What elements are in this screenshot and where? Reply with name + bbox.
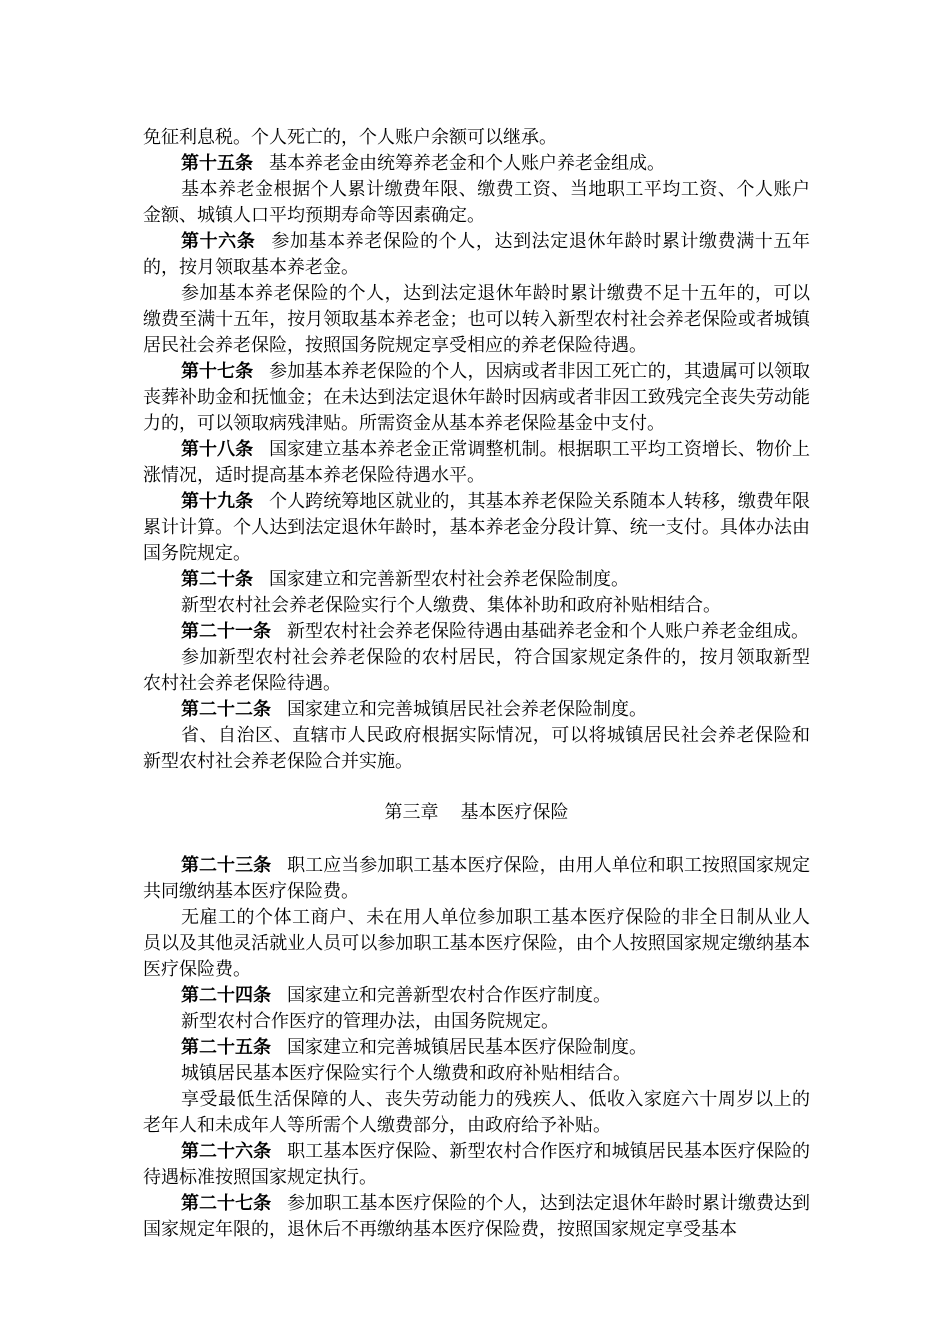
paragraph-text: 基本养老金根据个人累计缴费年限、缴费工资、当地职工平均工资、个人账户金额、城镇人口平均预期寿命等因素确定。 — [143, 179, 810, 226]
article-number: 第二十六条 — [181, 1141, 272, 1162]
article-paragraph — [143, 359, 810, 437]
article-number: 第二十一条 — [181, 621, 271, 642]
body-paragraph — [143, 281, 810, 359]
section-medical-articles — [143, 853, 810, 1243]
paragraph-text: 国家建立和完善城镇居民基本医疗保险制度。 — [287, 1037, 647, 1058]
paragraph-text: 基本养老金由统筹养老金和个人账户养老金组成。 — [269, 153, 665, 174]
article-number: 第十五条 — [181, 153, 253, 174]
paragraph-text: 参加新型农村社会养老保险的农村居民，符合国家规定条件的，按月领取新型农村社会养老保险待遇。 — [143, 647, 810, 694]
paragraph-text: 免征利息税。个人死亡的，个人账户余额可以继承。 — [143, 127, 557, 148]
paragraph-text: 国家建立基本养老金正常调整机制。根据职工平均工资增长、物价上涨情况，适时提高基本养老保险待遇水平。 — [143, 439, 811, 486]
paragraph-text: 参加基本养老保险的个人，达到法定退休年龄时累计缴费不足十五年的，可以缴费至满十五年，按月领取基本养老金；也可以转入新型农村社会养老保险或者城镇居民社会养老保险，按照国务院规定享受相应的养老保险待遇。 — [143, 283, 810, 356]
paragraph-text: 职工基本医疗保险、新型农村合作医疗和城镇居民基本医疗保险的待遇标准按照国家规定执行。 — [143, 1141, 811, 1188]
body-paragraph — [143, 125, 810, 151]
paragraph-text: 省、自治区、直辖市人民政府根据实际情况，可以将城镇居民社会养老保险和新型农村社会养老保险合并实施。 — [143, 725, 810, 772]
article-paragraph — [143, 1191, 810, 1243]
paragraph-text: 国家建立和完善新型农村合作医疗制度。 — [287, 985, 611, 1006]
article-paragraph — [143, 1139, 810, 1191]
section-pension-articles — [143, 125, 810, 775]
body-paragraph — [143, 1087, 810, 1139]
article-paragraph — [143, 1035, 810, 1061]
paragraph-text: 参加基本养老保险的个人，达到法定退休年龄时累计缴费满十五年的，按月领取基本养老金。 — [143, 231, 810, 278]
article-number: 第二十五条 — [181, 1037, 271, 1058]
article-paragraph — [143, 619, 810, 645]
article-number: 第十八条 — [181, 439, 254, 460]
article-number: 第二十七条 — [181, 1193, 272, 1214]
paragraph-text: 个人跨统筹地区就业的，其基本养老保险关系随本人转移，缴费年限累计计算。个人达到法定退休年龄时，基本养老金分段计算、统一支付。具体办法由国务院规定。 — [143, 491, 811, 564]
chapter-heading — [143, 800, 810, 826]
paragraph-text: 国家建立和完善新型农村社会养老保险制度。 — [269, 569, 629, 590]
article-number: 第十六条 — [181, 231, 256, 252]
paragraph-text: 享受最低生活保障的人、丧失劳动能力的残疾人、低收入家庭六十周岁以上的老年人和未成年人等所需个人缴费部分，由政府给予补贴。 — [143, 1089, 810, 1136]
paragraph-text: 参加职工基本医疗保险的个人，达到法定退休年龄时累计缴费达到国家规定年限的，退休后不再缴纳基本医疗保险费，按照国家规定享受基本 — [143, 1193, 811, 1240]
article-number: 第二十条 — [181, 569, 253, 590]
chapter-number: 第三章 — [384, 802, 439, 823]
paragraph-text: 国家建立和完善城镇居民社会养老保险制度。 — [287, 699, 647, 720]
paragraph-text: 新型农村社会养老保险待遇由基础养老金和个人账户养老金组成。 — [287, 621, 809, 642]
paragraph-text: 无雇工的个体工商户、未在用人单位参加职工基本医疗保险的非全日制从业人员以及其他灵活就业人员可以参加职工基本医疗保险，由个人按照国家规定缴纳基本医疗保险费。 — [143, 907, 810, 980]
article-number: 第二十四条 — [181, 985, 271, 1006]
article-paragraph — [143, 489, 810, 567]
body-paragraph — [143, 905, 810, 983]
article-paragraph — [143, 229, 810, 281]
article-number: 第二十二条 — [181, 699, 271, 720]
article-paragraph — [143, 853, 810, 905]
article-number: 第十七条 — [181, 361, 254, 382]
article-paragraph — [143, 437, 810, 489]
document-body — [143, 125, 810, 1243]
body-paragraph — [143, 1061, 810, 1087]
body-paragraph — [143, 645, 810, 697]
article-paragraph — [143, 983, 810, 1009]
article-paragraph — [143, 151, 810, 177]
body-paragraph — [143, 1009, 810, 1035]
article-paragraph — [143, 567, 810, 593]
body-paragraph — [143, 177, 810, 229]
body-paragraph — [143, 593, 810, 619]
article-number: 第十九条 — [181, 491, 254, 512]
paragraph-text: 参加基本养老保险的个人，因病或者非因工死亡的，其遗属可以领取丧葬补助金和抚恤金；在未达到法定退休年龄时因病或者非因工致残完全丧失劳动能力的，可以领取病残津贴。所需资金从基本养老保险基金中支付。 — [143, 361, 811, 434]
body-paragraph — [143, 723, 810, 775]
chapter-title: 基本医疗保险 — [460, 802, 569, 823]
paragraph-text: 新型农村社会养老保险实行个人缴费、集体补助和政府补贴相结合。 — [181, 595, 721, 616]
paragraph-text: 新型农村合作医疗的管理办法，由国务院规定。 — [181, 1011, 559, 1032]
paragraph-text: 职工应当参加职工基本医疗保险，由用人单位和职工按照国家规定共同缴纳基本医疗保险费。 — [143, 855, 811, 902]
article-number: 第二十三条 — [181, 855, 272, 876]
article-paragraph — [143, 697, 810, 723]
paragraph-text: 城镇居民基本医疗保险实行个人缴费和政府补贴相结合。 — [181, 1063, 631, 1084]
